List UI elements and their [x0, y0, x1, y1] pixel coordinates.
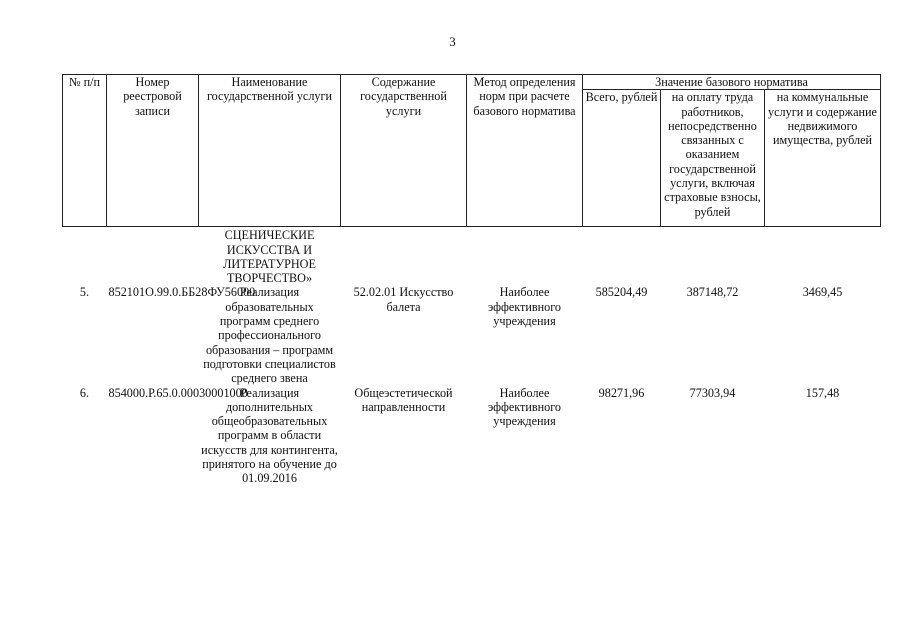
header-service-name: Наименование государственной услуги: [199, 75, 341, 227]
header-method: Метод определения норм при расчете базового норматива: [467, 75, 583, 227]
row-labor: 387148,72: [686, 285, 739, 300]
row-utilities: 3469,45: [802, 285, 843, 300]
row-registry: 852101О.99.0.ББ28ФУ56000: [108, 285, 256, 300]
header-row-1: [63, 75, 881, 90]
row-num: 6.: [79, 385, 90, 400]
row-num: 5.: [79, 285, 90, 300]
header-utilities: на коммунальные услуги и содержание недвижимого имущества, рублей: [765, 90, 881, 227]
row-service-name: Реализация дополнительных общеобразовательных программ в области искусств для контингента, принятого на обучение до 01.09.2016: [201, 385, 338, 486]
carryover-row: [63, 227, 881, 286]
row-service-name: Реализация образовательных программ среднего профессионального образования – программ подготовки специалистов среднего звена: [203, 285, 336, 386]
base-norms-table: [62, 74, 881, 486]
row-total: 98271,96: [598, 385, 645, 400]
row-method: Наиболее эффективного учреждения: [487, 385, 562, 429]
row-service-content: 52.02.01 Искусство балета: [353, 285, 454, 314]
row-utilities: 157,48: [805, 385, 840, 400]
row-total: 585204,49: [595, 285, 648, 300]
row-method: Наиболее эффективного учреждения: [487, 285, 562, 329]
header-labor: на оплату труда работников, непосредственно связанных с оказанием государственной услуги, включая страховые взносы, рублей: [661, 90, 765, 227]
header-num: № п/п: [63, 75, 107, 227]
row-service-content: Общеэстетической направленности: [354, 385, 453, 414]
header-registry: Номер реестровой записи: [107, 75, 199, 227]
table-row: [63, 386, 881, 486]
header-service-content: Содержание государственной услуги: [341, 75, 467, 227]
table-row: [63, 285, 881, 385]
row-labor: 77303,94: [689, 385, 736, 400]
header-base-value: Значение базового норматива: [583, 75, 881, 90]
header-total: Всего, рублей: [583, 90, 661, 227]
row-registry: 854000.Р.65.0.00030001000: [108, 385, 248, 400]
carryover-text: СЦЕНИЧЕСКИЕ ИСКУССТВА И ЛИТЕРАТУРНОЕ ТВОРЧЕСТВО»: [223, 228, 316, 286]
page-number: 3: [449, 34, 456, 49]
